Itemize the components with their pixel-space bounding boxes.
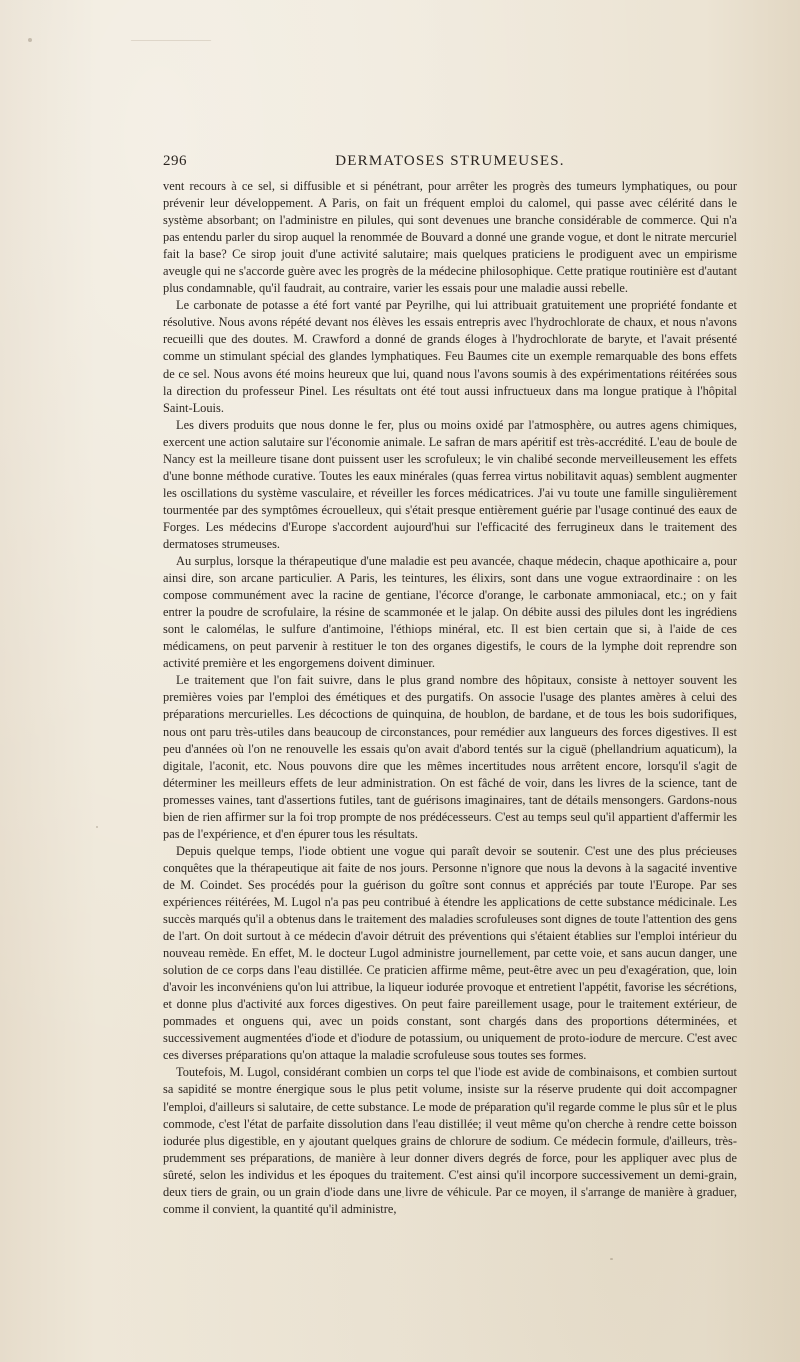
paragraph: Toutefois, M. Lugol, considérant combien un corps tel que l'iode est avide de combinaisons, et combien surtout sa sapidité se montre énergique sous le plus petit volume, insiste sur la réserve prudente qui doit accompagner l'emploi, d'ailleurs si salutaire, de cette substance. Le mode de préparation qu'il regarde comme le plus sûr et le plus commode, c'est l'état de parfaite dissolution dans l'eau distillée; il veut même qu'on cherche à rendre cette boisson iodurée plus digestible, en y ajoutant quelques grains de chlorure de sodium. Ce médecin formule, d'ailleurs, très-prudemment ses préparations, de manière à leur donner divers degrés de force, pour les appliquer avec plus de sûreté, selon les individus et les époques du traitement. C'est ainsi qu'il incorpore successivement un demi-grain, deux tiers de grain, ou un grain d'iode dans une livre de véhicule. Par ce moyen, il s'arrange de manière à graduer, comme il convient, la quantité qu'il administre, [163,1065,737,1216]
paper-crease [131,0,240,41]
body-text [163,178,737,1218]
paper-fleck [96,826,98,828]
paper-fleck [610,1258,613,1260]
page-header [163,153,737,175]
paragraph: Le carbonate de potasse a été fort vanté par Peyrilhe, qui lui attribuait gratuitement une propriété fondante et résolutive. Nous avons répété devant nos élèves les essais entrepris avec l'hydrochlorate de chaux, et nous n'avons recueilli que des doutes. M. Crawford a donné de grands éloges à l'hydrochlorate de baryte, et l'avait présenté comme un stimulant spécial des glandes lymphatiques. Feu Baumes cite un exemple remarquable des bons effets de ce sel. Nous avons été moins heureux que lui, quand nous l'avons soumis à des expérimentations réitérées sous la direction du professeur Pinel. Les résultats ont été tout aussi infructueux dans ma longue pratique à l'hôpital Saint-Louis. [163,298,737,415]
paper-fleck [28,38,32,42]
paragraph: Au surplus, lorsque la thérapeutique d'une maladie est peu avancée, chaque médecin, chaque apothicaire a, pour ainsi dire, son arcane particulier. A Paris, les teintures, les élixirs, sont dans une vogue extraordinaire : on les compose communément avec la racine de gentiane, l'écorce d'orange, le carbonate ammoniacal, etc.; on y fait entrer la poudre de scrofulaire, la résine de scammonée et le jalap. On débite aussi des pilules dont les ingrédiens sont le calomélas, le sulfure d'antimoine, l'éthiops minéral, etc. Il est bien certain que si, à l'aide de ces médicamens, on peut parvenir à restituer le ton des organes digestifs, le cours de la lymphe doit reprendre son activité première et les engorgemens doivent diminuer. [163,554,737,671]
paragraph: Le traitement que l'on fait suivre, dans le plus grand nombre des hôpitaux, consiste à nettoyer souvent les premières voies par l'emploi des émétiques et des purgatifs. On associe l'usage des plantes amères à celui des préparations mercurielles. Les décoctions de quinquina, de houblon, de bardane, et de tous les bois sudorifiques, nous ont paru très-utiles dans beaucoup de circonstances, pour remédier aux langueurs des forces digestives. Il est peu d'années où l'on ne renouvelle les essais qu'on avait d'abord tentés sur la ciguë (phellandrium aquaticum), la digitale, l'aconit, etc. Nous pouvons dire que les mêmes incertitudes nous arrêtent encore, lorsqu'il s'agit de déterminer les meilleurs effets de leur administration. On est fâché de voir, dans les livres de la science, tant de promesses vaines, tant d'assertions futiles, tant de guérisons imaginaires, tant de détails mensongers. Gardons-nous bien de rien affirmer sur la foi trop prompte de nos prédécesseurs. C'est au temps seul qu'il appartient d'affermir les pas de l'expérience, et d'en épurer tous les résultats. [163,673,737,841]
paragraph: Les divers produits que nous donne le fer, plus ou moins oxidé par l'atmosphère, ou autres agens chimiques, exercent une action salutaire sur l'économie animale. Le safran de mars apéritif est très-accrédité. L'eau de boule de Nancy est la meilleure tisane dont puissent user les scrofuleux; le vin chalibé seconde merveilleusement les effets d'une bonne méthode curative. Toutes les eaux minérales (quas ferrea virtus nobilitavit aquas) semblent augmenter les oscillations du système vasculaire, et réveiller les forces médicatrices. J'ai vu toute une famille singulièrement tourmentée par des symptômes écrouelleux, qui s'était presque entièrement guérie par l'usage continué des eaux de Forges. Les médecins d'Europe s'accordent aujourd'hui sur l'efficacité des ferrugineux dans le traitement des dermatoses strumeuses. [163,417,737,551]
page-number: 296 [163,153,187,169]
paragraph: vent recours à ce sel, si diffusible et si pénétrant, pour arrêter les progrès des tumeurs lymphatiques, ou pour prévenir leur développement. A Paris, on fait un fréquent emploi du calomel, qui passe avec célérité dans le système absorbant; on l'administre en pilules, qui sont devenues une branche considérable de commerce. Qui n'a pas entendu parler du sirop auquel la renommée de Bouvard a donné une grande vogue, et dont le nitrate mercuriel fait la base? Ce sirop jouit d'une activité salutaire; mais quelques praticiens le prodiguent avec un empirisme aveugle qui ne s'accorde guère avec les progrès de la médecine philosophique. Cette pratique routinière est d'autant plus condamnable, qu'il faudrait, au contraire, varier les essais pour une maladie aussi rebelle. [163,179,737,296]
paragraph: Depuis quelque temps, l'iode obtient une vogue qui paraît devoir se soutenir. C'est une des plus précieuses conquêtes que la thérapeutique ait faite de nos jours. Personne n'ignore que nous la devons à la sagacité inventive de M. Coindet. Ses procédés pour la guérison du goître sont connus et appréciés par toute l'Europe. Par ses expériences réitérées, M. Lugol n'a pas peu contribué à étendre les applications de cette substance médicinale. Les succès marqués qu'il a obtenus dans le traitement des maladies scrofuleuses sont dignes de toute l'attention des gens de l'art. On doit surtout à ce médecin d'avoir détruit des préventions qui s'étaient établies sur l'emploi intérieur du nouveau remède. En effet, M. le docteur Lugol administre journellement, par cette voie, et sans aucun danger, une solution de ce corps dans l'eau distillée. Ce praticien affirme même, peut-être avec un peu d'exagération, que, loin d'avoir les inconvéniens qu'on lui attribue, la liqueur iodurée provoque et entretient l'appétit, favorise les sécrétions, et donne plus d'activité aux forces digestives. On peut faire pareillement usage, pour le traitement extérieur, de pommades et onguens qui, avec un poids constant, sont chargés dans des proportions déterminées, et successivement augmentées d'iode et d'iodure de potassium, ou uniquement de proto-iodure de mercure. C'est avec ces diverses préparations qu'on attaque la maladie scrofuleuse sous toutes ses formes. [163,843,737,1063]
running-title: DERMATOSES STRUMEUSES. [335,153,565,169]
